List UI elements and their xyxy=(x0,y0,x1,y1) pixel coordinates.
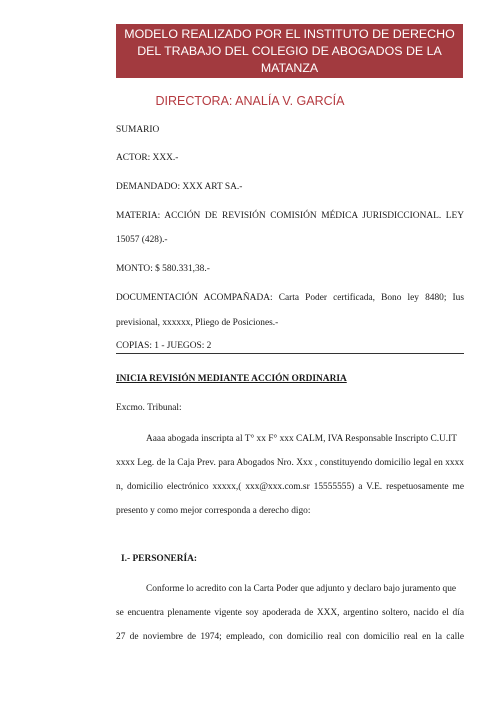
documentacion-field-line-1: DOCUMENTACIÓN ACOMPAÑADA: Carta Poder certificada, Bono ley 8480; Ius xyxy=(116,293,464,303)
actor-field: ACTOR: XXX.- xyxy=(116,153,179,163)
intro-paragraph-line-1: Aaaa abogada inscripta al T° xx F° xxx CALM, IVA Responsable Inscripto C.U.IT xyxy=(146,434,458,444)
intro-paragraph-line-2: xxxx Leg. de la Caja Prev. para Abogados Nro. Xxx , constituyendo domicilio legal en xxxx xyxy=(116,458,464,468)
divider-line xyxy=(116,353,464,354)
sumario-label: SUMARIO xyxy=(116,125,160,135)
banner-line-3: MATANZA xyxy=(260,61,319,75)
banner-line-2: DEL TRABAJO DEL COLEGIO DE ABOGADOS DE LA xyxy=(137,44,442,58)
documentacion-field-line-2: previsional, xxxxxx, Pliego de Posiciones.- xyxy=(116,318,279,328)
demandado-field: DEMANDADO: XXX ART SA.- xyxy=(116,182,243,192)
intro-paragraph-line-3: n, domicilio electrónico xxxxx,( xxx@xxx.com.sr 15555555) a V.E. respetuosamente me xyxy=(116,482,464,492)
section-personeria-title: I.- PERSONERÍA: xyxy=(121,554,198,564)
personeria-paragraph-line-1: Conforme lo acredito con la Carta Poder que adjunto y declaro bajo juramento que xyxy=(146,584,457,594)
materia-field-line-2: 15057 (428).- xyxy=(116,235,168,245)
personeria-paragraph-line-2: se encuentra plenamente vigente soy apoderada de XXX, argentino soltero, nacido el día xyxy=(116,608,464,618)
director-heading: DIRECTORA: ANALÍA V. GARCÍA xyxy=(155,94,345,108)
salutation: Excmo. Tribunal: xyxy=(116,403,182,413)
monto-field: MONTO: $ 580.331,38.- xyxy=(116,264,210,274)
intro-paragraph-line-4: presento y como mejor corresponda a derecho digo: xyxy=(116,506,311,516)
document-heading: INICIA REVISIÓN MEDIANTE ACCIÓN ORDINARIA xyxy=(116,374,347,384)
materia-field-line-1: MATERIA: ACCIÓN DE REVISIÓN COMISIÓN MÉDICA JURISDICCIONAL. LEY xyxy=(116,211,464,221)
banner-line-1: MODELO REALIZADO POR EL INSTITUTO DE DERECHO xyxy=(124,27,455,41)
personeria-paragraph-line-3: 27 de noviembre de 1974; empleado, con domicilio real con domicilio real en la calle xyxy=(116,632,464,642)
copias-field: COPIAS: 1 - JUEGOS: 2 xyxy=(116,341,212,351)
institute-banner xyxy=(116,24,463,78)
